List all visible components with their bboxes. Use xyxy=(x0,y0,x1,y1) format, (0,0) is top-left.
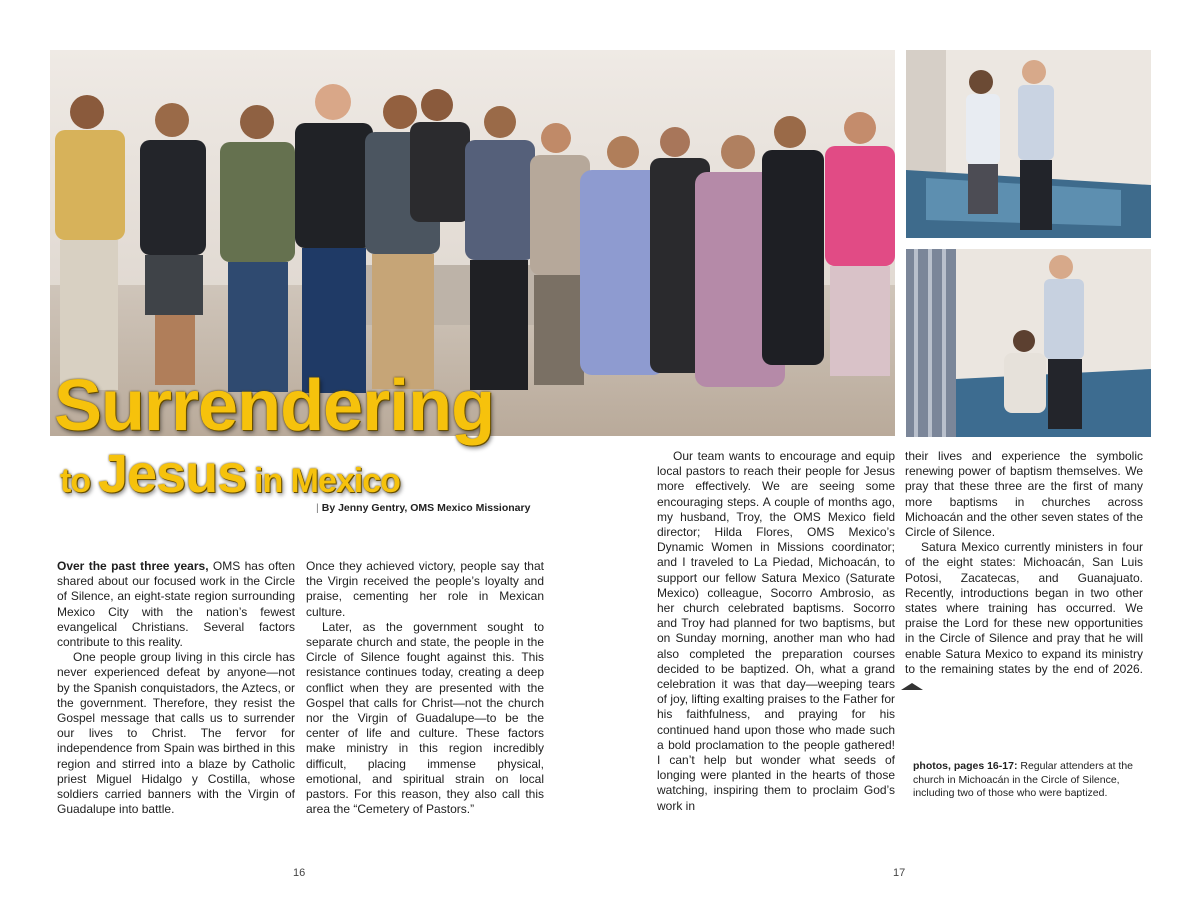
baptism-photo-bottom xyxy=(906,249,1151,437)
paragraph-text: Satura Mexico currently ministers in four of the eight states: Michoacán, San Luis Potosi, Zacatecas, and Guanajuato. Recently, introductions began in two other states where training has occurred. We praise the Lord for these new opportunities in the Circle of Silence and pray that he will enable Satura Mexico to expand its ministry to the remaining states by the end of 2026. xyxy=(905,540,1143,676)
end-mark-icon xyxy=(901,683,923,690)
paragraph xyxy=(57,559,295,650)
photo-caption xyxy=(913,760,1143,801)
baptism-photo-top xyxy=(906,50,1151,238)
title-word-in-mexico: in Mexico xyxy=(254,462,400,500)
paragraph: One people group living in this circle has never experienced defeat by anyone—not by the Spanish conquistadors, the Aztecs, or the government. Therefore, they resist the Gospel message that calls us to surrender our lives to Christ. The fervor for independence from Spain was birthed in this region and stirred into a blaze by Catholic priest Miguel Hidalgo y Costilla, whose soldiers carried banners with the Virgin of Guadalupe into battle. xyxy=(57,650,295,817)
article-column-1 xyxy=(57,559,295,817)
lead-in: Over the past three years, xyxy=(57,559,209,573)
paragraph-text: OMS has often shared about our focused work in the Circle of Silence, an eight-state region surrounding Mexico City with the nation’s fewest evangelical Christians. Several factors contribute to this reality. xyxy=(57,559,295,650)
article-column-3 xyxy=(657,449,895,814)
article-title-line-1: Surrendering xyxy=(54,366,495,446)
caption-text: Regular attenders at the church in Michoacán in the Circle of Silence, including two of those who were baptized. xyxy=(913,760,1134,799)
paragraph: Once they achieved victory, people say that the Virgin received the people’s loyalty and praise, cementing her role in Mexican culture. xyxy=(306,559,544,619)
paragraph: Later, as the government sought to separate church and state, the people in the Circle of Silence fought against this. This resistance continues today, creating a deep conflict when they are presented with the Gospel that calls for Christ—not the church nor the Virgin of Guadalupe—to be the center of life and culture. These factors make ministry in this region incredibly difficult, placing immense physical, emotional, and spiritual strain on local pastors. For this reason, they also call this area the “Cemetery of Pastors.” xyxy=(306,619,544,817)
article-column-2 xyxy=(306,559,544,817)
paragraph xyxy=(905,540,1143,692)
page-number-right: 17 xyxy=(893,867,906,879)
byline-text: By Jenny Gentry, OMS Mexico Missionary xyxy=(321,502,531,514)
paragraph: their lives and experience the symbolic renewing power of baptism themselves. We pray that these three are the first of many more baptisms in churches across Michoacán and the other seven states of the Circle of Silence. xyxy=(905,449,1143,540)
paragraph: Our team wants to encourage and equip local pastors to reach their people for Jesus more effectively. We are seeing some encouraging steps. A couple of months ago, my husband, Troy, the OMS Mexico field director; Hilda Flores, OMS Mexico’s Dynamic Women in Missions coordinator; and I traveled to La Piedad, Michoacán, to support our fellow Satura Mexico (Saturate Mexico) colleague, Socorro Ambrosio, as her church celebrated baptisms. Socorro and Troy had planned for two baptisms, but on Sunday morning, another man who had also completed the preparation courses decided to be baptized. Oh, what a grand celebration it was that day—weeping tears of joy, lifting exalting praises to the Father for his faithfulness, and praying for his continued hand upon those who made such a bold proclamation to the people gathered! I can’t help but wonder what seeds of longing were planted in the hearts of those watching, inspiring them to proclaim God’s work in xyxy=(657,449,895,813)
title-word-jesus: Jesus xyxy=(97,444,247,504)
byline: | By Jenny Gentry, OMS Mexico Missionary xyxy=(316,502,531,514)
page-number-left: 16 xyxy=(293,867,306,879)
article-title-line-2 xyxy=(60,446,400,509)
article-column-4 xyxy=(905,449,1143,692)
caption-label: photos, pages 16-17: xyxy=(913,760,1018,772)
title-word-to: to xyxy=(60,462,91,500)
